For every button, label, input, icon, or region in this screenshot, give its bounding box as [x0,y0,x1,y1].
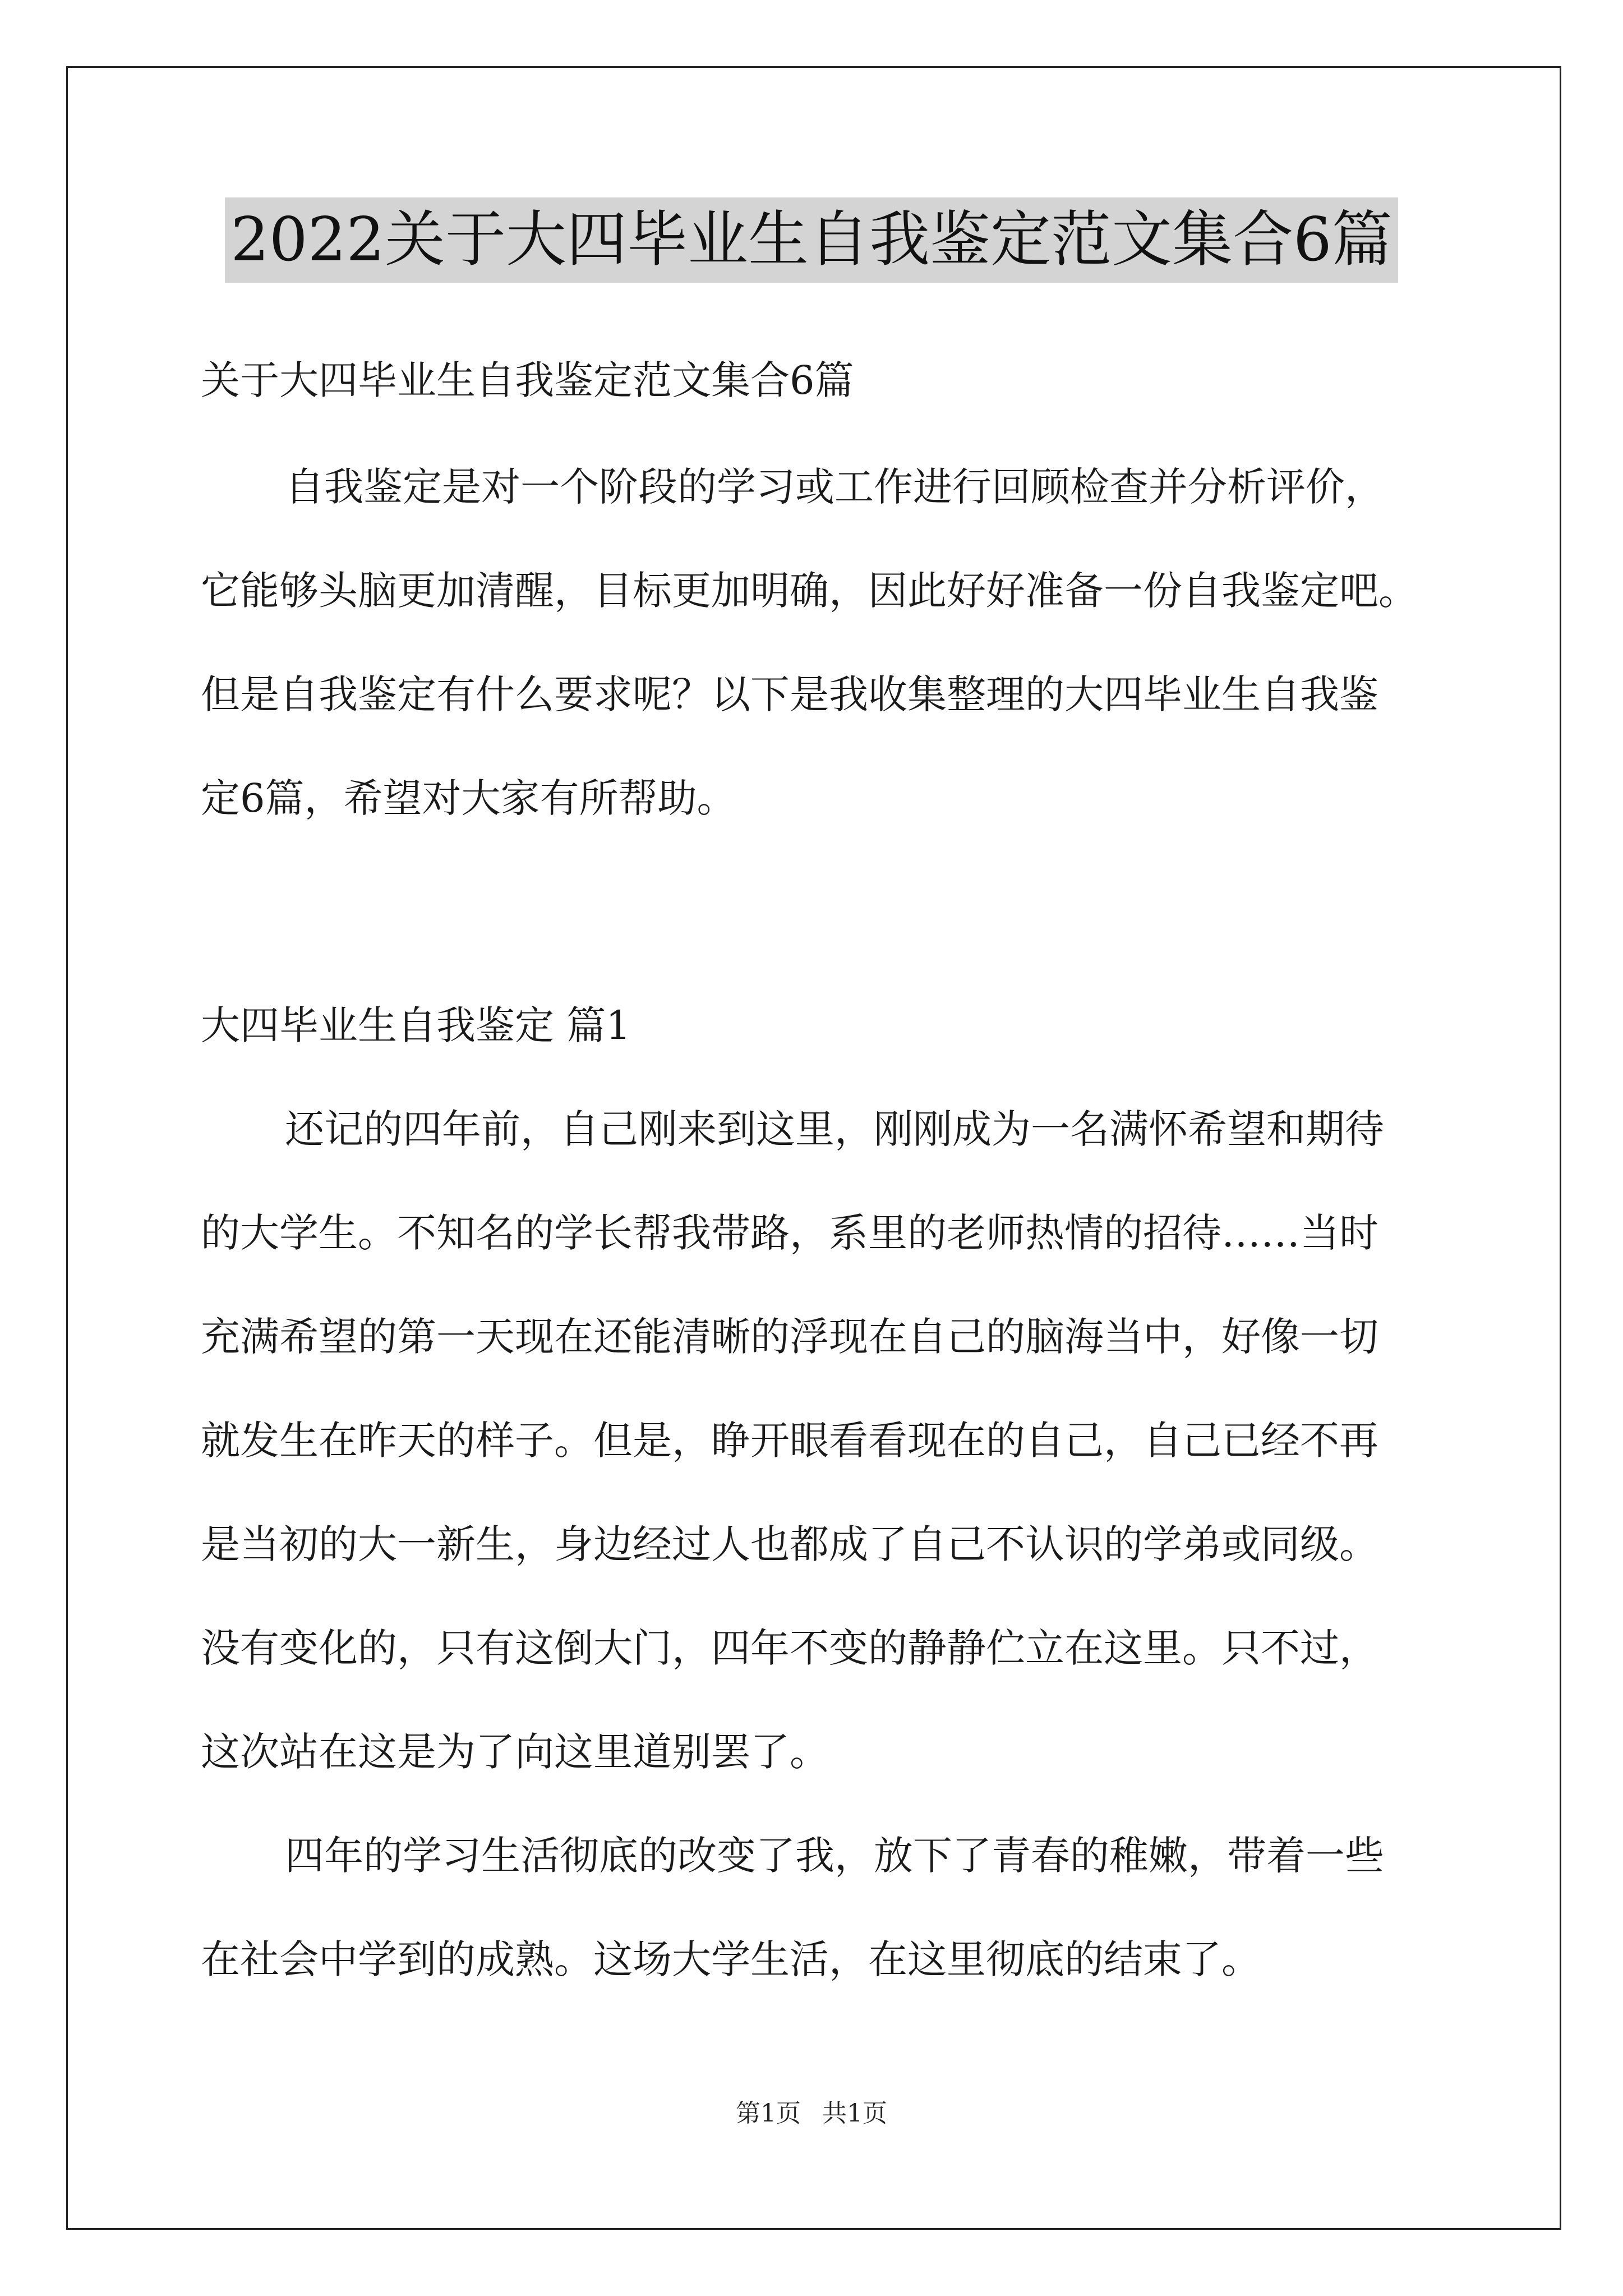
body-line: 四年的学习生活彻底的改变了我，放下了青春的稚嫩，带着一些 [285,1833,1384,1879]
body-line: 这次站在这是为了向这里道别罢了。 [201,1729,829,1775]
body-line: 就发生在昨天的样子。但是，睁开眼看看现在的自己，自己已经不再 [201,1418,1378,1464]
body-line: 是当初的大一新生，身边经过人也都成了自己不认识的学弟或同级。 [201,1521,1378,1567]
page-total: 共1页 [822,2099,887,2128]
section-heading: 大四毕业生自我鉴定 篇1 [201,1002,631,1048]
title-container [0,197,1623,283]
body-line: 充满希望的第一天现在还能清晰的浮现在自己的脑海当中，好像一切 [201,1314,1378,1360]
page-number: 第1页 [736,2099,801,2128]
intro-line: 自我鉴定是对一个阶段的学习或工作进行回顾检查并分析评价， [285,464,1384,510]
document-title: 2022关于大四毕业生自我鉴定范文集合6篇 [225,197,1398,283]
intro-line: 但是自我鉴定有什么要求呢？以下是我收集整理的大四毕业生自我鉴 [201,671,1378,717]
body-line: 在社会中学到的成熟。这场大学生活，在这里彻底的结束了。 [201,1936,1261,1982]
page-footer [0,2097,1623,2131]
body-line: 没有变化的，只有这倒大门，四年不变的静静伫立在这里。只不过， [201,1625,1378,1671]
document-subtitle: 关于大四毕业生自我鉴定范文集合6篇 [201,357,854,403]
intro-line: 定6篇，希望对大家有所帮助。 [201,775,736,821]
body-line: 的大学生。不知名的学长帮我带路，系里的老师热情的招待……当时 [201,1210,1378,1256]
body-line: 还记的四年前，自己刚来到这里，刚刚成为一名满怀希望和期待 [285,1106,1384,1152]
intro-line: 它能够头脑更加清醒，目标更加明确，因此好好准备一份自我鉴定吧。 [201,568,1418,614]
